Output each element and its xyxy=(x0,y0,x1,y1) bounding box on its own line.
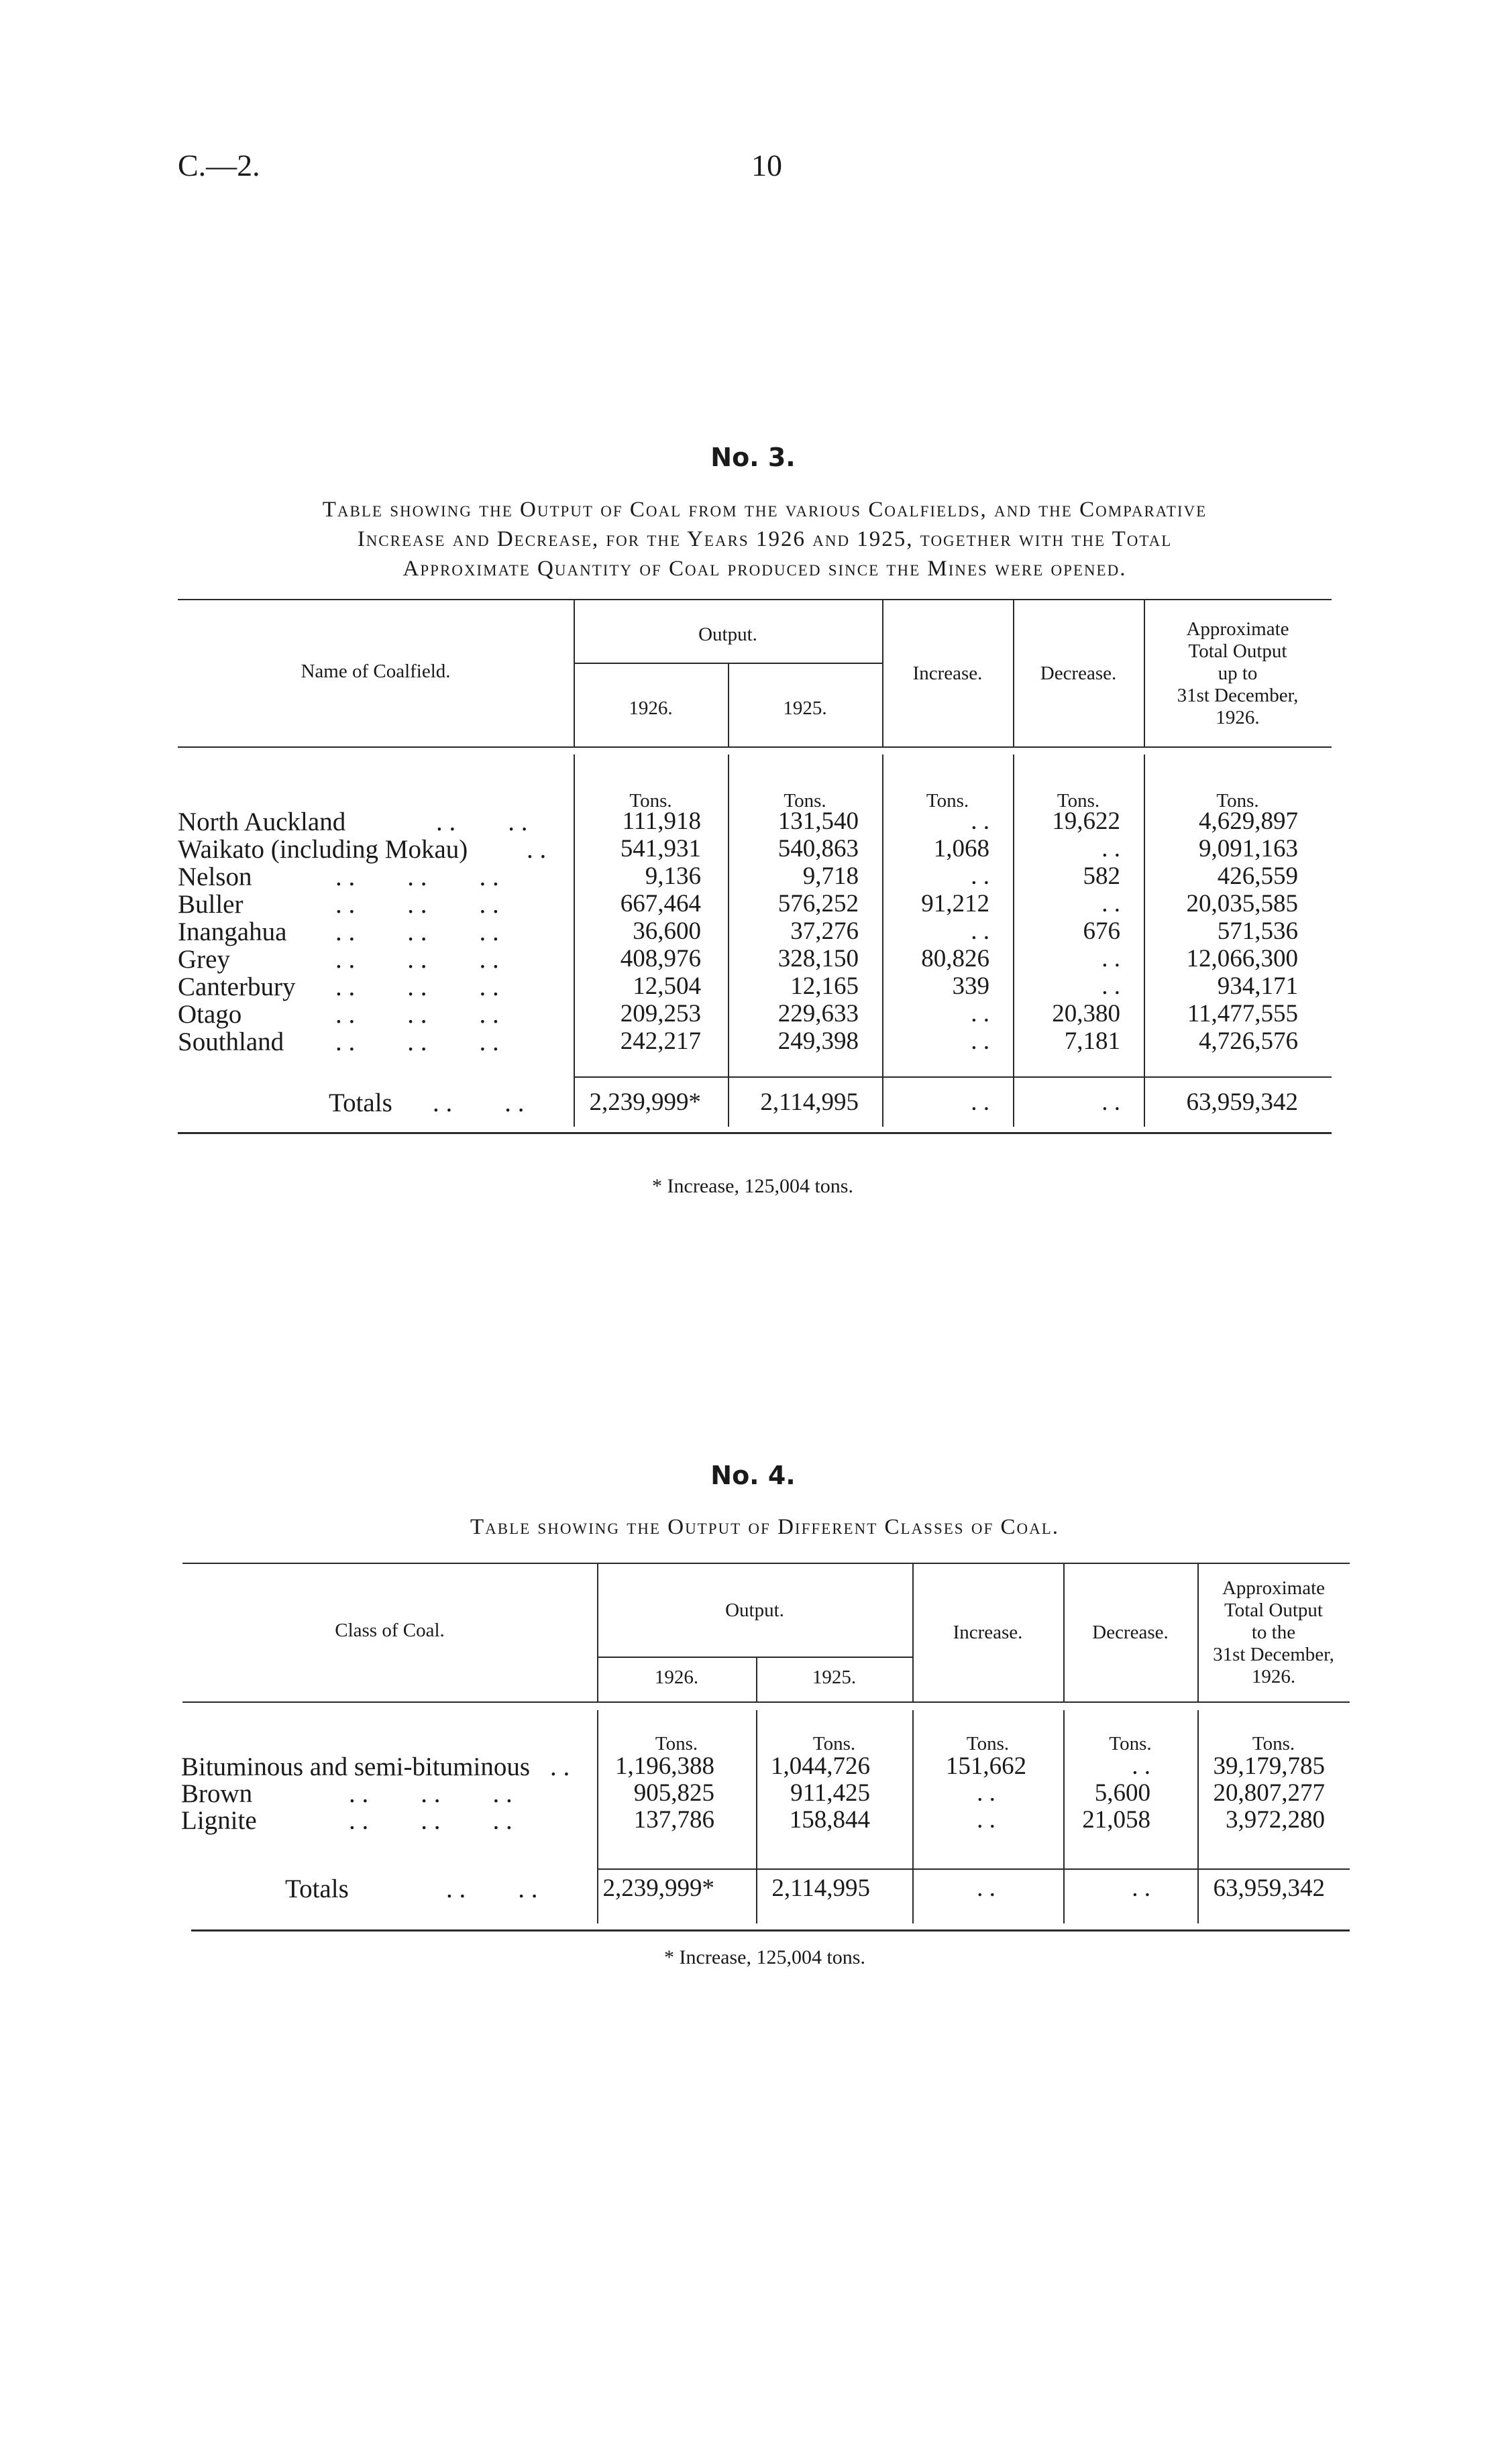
table4-header-rule xyxy=(182,1701,1350,1703)
cell-dec: 21,058 xyxy=(1082,1806,1150,1834)
row-label: Nelson xyxy=(178,862,252,891)
table3-title-line2: Increase and Decrease, for the Years 1926 and 1925, together with the Total xyxy=(357,527,1173,551)
cell-y1925: 540,863 xyxy=(777,835,859,862)
cell-y1925: 9,718 xyxy=(802,862,859,890)
table4-unit: Tons. xyxy=(1252,1733,1295,1754)
table3-top-rule xyxy=(178,599,1332,600)
table3-col-1925: 1925. xyxy=(783,697,827,719)
table3-footnote: * Increase, 125,004 tons. xyxy=(652,1175,853,1197)
cell-total: 934,171 xyxy=(1217,972,1298,1000)
table3-col-output: Output. xyxy=(698,624,757,645)
leader-dots: . . . . . . xyxy=(335,890,499,919)
row-label: Grey xyxy=(178,945,230,974)
cell-total: 4,726,576 xyxy=(1199,1027,1298,1055)
leader-dots: . . xyxy=(527,835,547,864)
table3-col-total-line: 1926. xyxy=(1216,707,1260,728)
row-label: Buller xyxy=(178,890,244,919)
document-reference: C.—2. xyxy=(178,148,260,182)
cell-y1926: 242,217 xyxy=(620,1027,701,1055)
cell-inc: 80,826 xyxy=(921,945,989,972)
cell-y1926: 111,918 xyxy=(622,807,701,835)
cell-y1925: 1,044,726 xyxy=(771,1752,870,1780)
row-label: North Auckland xyxy=(178,807,346,836)
table3-bottom-rule xyxy=(178,1132,1332,1134)
table3-unit: Tons. xyxy=(784,790,826,811)
cell-inc: . . xyxy=(971,917,989,945)
cell-y1926: 667,464 xyxy=(620,890,701,917)
totals-label: Totals xyxy=(285,1874,349,1903)
cell-dec: 582 xyxy=(1083,862,1120,890)
table3-col-total-line: Total Output xyxy=(1188,640,1287,662)
table3-col-total-line: Approximate xyxy=(1186,618,1289,640)
cell-total: 39,179,785 xyxy=(1213,1752,1325,1780)
table4-col-total xyxy=(1197,1577,1350,1688)
cell-inc: . . xyxy=(971,1027,989,1055)
leader-dots: . . . . . . xyxy=(335,917,499,946)
table4-unit: Tons. xyxy=(966,1733,1010,1754)
table3-col-decrease: Decrease. xyxy=(1040,663,1117,684)
cell-inc: 91,212 xyxy=(921,890,989,917)
table4-unit: Tons. xyxy=(1109,1733,1152,1754)
totals-dec: . . xyxy=(1101,1088,1120,1116)
cell-dec: 676 xyxy=(1083,917,1120,945)
cell-dec: . . xyxy=(1132,1752,1150,1780)
leader-dots: . . . . . . xyxy=(335,972,499,1001)
cell-y1926: 9,136 xyxy=(645,862,701,890)
table3-unit: Tons. xyxy=(629,790,672,811)
table4-col-total-line: 1926. xyxy=(1251,1666,1296,1687)
cell-dec: 20,380 xyxy=(1052,1000,1120,1027)
totals-total: 63,959,342 xyxy=(1186,1088,1298,1116)
totals-inc: . . xyxy=(977,1874,996,1902)
table4-col-output: Output. xyxy=(725,1600,784,1621)
leader-dots: . . . . . . xyxy=(335,1027,499,1056)
cell-total: 20,807,277 xyxy=(1213,1779,1325,1807)
cell-dec: 7,181 xyxy=(1064,1027,1120,1055)
cell-y1925: 158,844 xyxy=(789,1806,870,1834)
row-label: Lignite xyxy=(181,1806,257,1835)
table4-col-total-line: Approximate xyxy=(1222,1577,1325,1599)
cell-total: 20,035,585 xyxy=(1186,890,1298,917)
totals-total: 63,959,342 xyxy=(1213,1874,1325,1902)
cell-dec: 5,600 xyxy=(1094,1779,1150,1807)
cell-y1925: 911,425 xyxy=(790,1779,870,1807)
cell-inc: . . xyxy=(977,1779,996,1807)
cell-total: 4,629,897 xyxy=(1199,807,1298,835)
cell-total: 571,536 xyxy=(1217,917,1298,945)
row-label: Canterbury xyxy=(178,972,296,1001)
table3-col-increase: Increase. xyxy=(912,663,983,684)
table3-col-total-line: up to xyxy=(1218,663,1258,684)
leader-dots: . . . . . . xyxy=(349,1806,513,1835)
totals-label: Totals xyxy=(329,1088,392,1117)
totals-y1926: 2,239,999* xyxy=(602,1874,714,1902)
row-label: Inangahua xyxy=(178,917,287,946)
table3-header-rule xyxy=(178,746,1332,748)
table4-number: No. 4. xyxy=(710,1461,796,1490)
cell-inc: 151,662 xyxy=(945,1752,1027,1780)
cell-dec: . . xyxy=(1101,835,1120,862)
table3-unit: Tons. xyxy=(926,790,969,811)
row-label: Waikato (including Mokau) xyxy=(178,835,468,864)
table4-col-name: Class of Coal. xyxy=(335,1620,445,1641)
table3-col-name: Name of Coalfield. xyxy=(301,661,451,682)
leader-dots: . . . . . . xyxy=(335,1000,499,1029)
table3-title-line1: Table showing the Output of Coal from the various Coalfields, and the Comparative xyxy=(322,498,1207,522)
table3-totals-rule xyxy=(574,1076,1332,1078)
cell-inc: . . xyxy=(971,807,989,835)
cell-y1926: 408,976 xyxy=(620,945,701,972)
cell-y1926: 209,253 xyxy=(620,1000,701,1027)
cell-y1926: 12,504 xyxy=(633,972,701,1000)
cell-y1925: 576,252 xyxy=(777,890,859,917)
leader-dots: . . . . xyxy=(433,1088,525,1117)
cell-y1926: 541,931 xyxy=(620,835,701,862)
table4-unit: Tons. xyxy=(655,1733,698,1754)
cell-total: 3,972,280 xyxy=(1226,1806,1325,1834)
row-label: Bituminous and semi-bituminous xyxy=(181,1752,531,1781)
table3-col-total-line: 31st December, xyxy=(1177,685,1299,706)
leader-dots: . . . . xyxy=(446,1874,538,1903)
cell-total: 9,091,163 xyxy=(1199,835,1298,862)
cell-dec: . . xyxy=(1101,890,1120,917)
row-label: Brown xyxy=(181,1779,253,1808)
table3-col-total xyxy=(1144,618,1332,729)
table4-col-decrease: Decrease. xyxy=(1092,1622,1169,1643)
row-label: Otago xyxy=(178,1000,242,1029)
cell-inc: . . xyxy=(971,1000,989,1027)
table4-output-rule xyxy=(597,1657,912,1658)
cell-y1926: 905,825 xyxy=(633,1779,714,1807)
cell-total: 11,477,555 xyxy=(1187,1000,1298,1027)
table4-col-1925: 1925. xyxy=(812,1667,857,1688)
table3-unit: Tons. xyxy=(1216,790,1259,811)
cell-inc: . . xyxy=(971,862,989,890)
page-number: 10 xyxy=(751,148,782,182)
table4-footnote: * Increase, 125,004 tons. xyxy=(664,1946,865,1968)
totals-y1925: 2,114,995 xyxy=(760,1088,859,1116)
table4-title: Table showing the Output of Different Classes of Coal. xyxy=(470,1515,1060,1539)
table4-col-increase: Increase. xyxy=(953,1622,1023,1643)
cell-y1925: 229,633 xyxy=(777,1000,859,1027)
table4-totals-rule xyxy=(597,1868,1350,1870)
table4-col-total-line: to the xyxy=(1251,1622,1296,1643)
totals-inc: . . xyxy=(971,1088,989,1116)
table3-col-1926: 1926. xyxy=(629,697,673,719)
table4-bottom-rule xyxy=(191,1929,1350,1931)
cell-y1925: 131,540 xyxy=(777,807,859,835)
cell-y1925: 328,150 xyxy=(777,945,859,972)
table4-unit: Tons. xyxy=(812,1733,856,1754)
cell-inc: 339 xyxy=(952,972,989,1000)
table3-unit: Tons. xyxy=(1057,790,1100,811)
cell-y1926: 1,196,388 xyxy=(615,1752,714,1780)
cell-dec: . . xyxy=(1101,945,1120,972)
table3-number: No. 3. xyxy=(710,443,796,472)
cell-total: 12,066,300 xyxy=(1186,945,1298,972)
table4-col-total-line: 31st December, xyxy=(1213,1644,1334,1665)
cell-y1926: 36,600 xyxy=(633,917,701,945)
row-label: Southland xyxy=(178,1027,284,1056)
leader-dots: . . xyxy=(550,1752,570,1781)
table3-title xyxy=(181,495,1348,583)
cell-inc: 1,068 xyxy=(933,835,989,862)
leader-dots: . . . . . . xyxy=(335,862,499,891)
leader-dots: . . . . . . xyxy=(335,945,499,974)
table4-col-total-line: Total Output xyxy=(1224,1600,1323,1621)
cell-dec: 19,622 xyxy=(1052,807,1120,835)
cell-total: 426,559 xyxy=(1217,862,1298,890)
cell-dec: . . xyxy=(1101,972,1120,1000)
totals-y1926: 2,239,999* xyxy=(589,1088,701,1116)
cell-inc: . . xyxy=(977,1806,996,1834)
cell-y1925: 37,276 xyxy=(790,917,859,945)
cell-y1926: 137,786 xyxy=(633,1806,714,1834)
leader-dots: . . . . xyxy=(436,807,528,836)
leader-dots: . . . . . . xyxy=(349,1779,513,1808)
cell-y1925: 12,165 xyxy=(790,972,859,1000)
table3-vline xyxy=(574,599,575,746)
cell-y1925: 249,398 xyxy=(777,1027,859,1055)
totals-dec: . . xyxy=(1132,1874,1150,1902)
table3-title-line3: Approximate Quantity of Coal produced since the Mines were opened. xyxy=(402,557,1127,581)
table4-col-1926: 1926. xyxy=(654,1667,699,1688)
totals-y1925: 2,114,995 xyxy=(771,1874,870,1902)
table4-top-rule xyxy=(182,1563,1350,1564)
